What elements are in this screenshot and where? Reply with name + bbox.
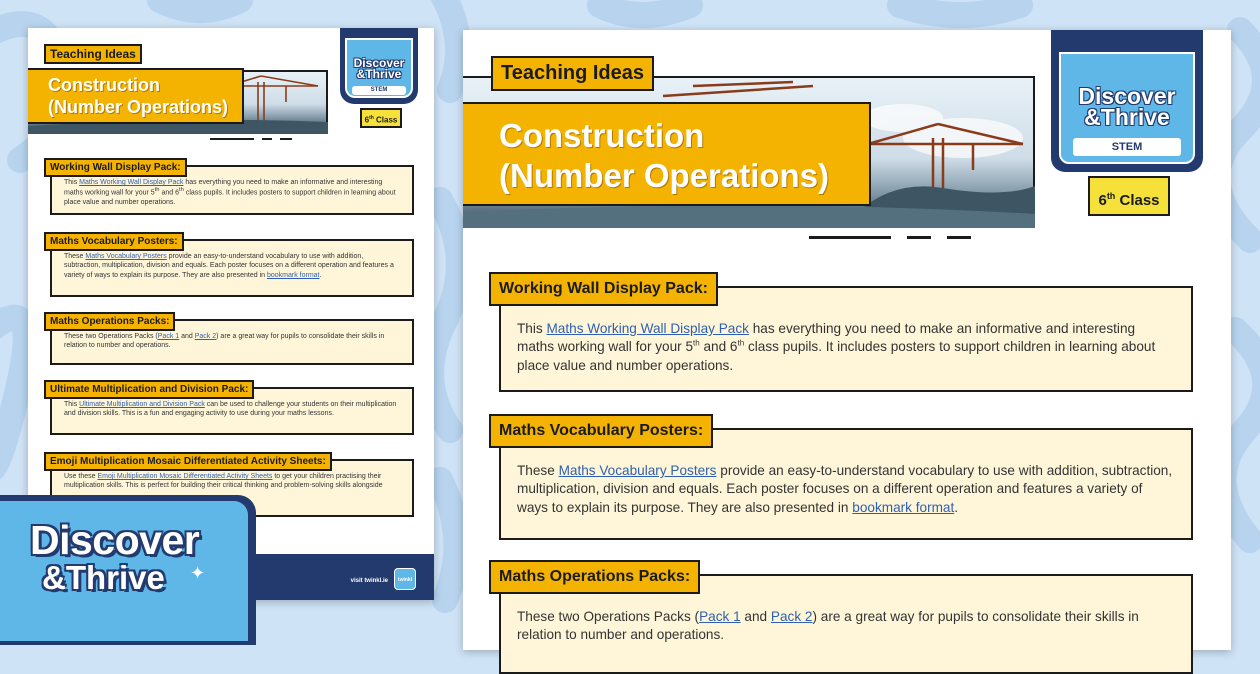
logo-line-2: &Thrive bbox=[42, 559, 165, 596]
pack-1-link[interactable]: Pack 1 bbox=[157, 333, 180, 340]
section-emoji-small: Use these Emoji Multiplication Mosaic Differentiated Activity Sheets to get your children practising their multiplication skills. This is perfect for building their critical thinking and problem-solving skills alongside Emoji Multiplication Mosaic Differentiated Activity Sheets: bbox=[44, 452, 414, 518]
title-line-2: (Number Operations) bbox=[48, 96, 229, 117]
pack-2-link[interactable]: Pack 2 bbox=[770, 609, 813, 624]
worksheet-preview-large bbox=[463, 30, 1231, 650]
discover-thrive-badge bbox=[340, 28, 418, 104]
section-heading: Maths Vocabulary Posters: bbox=[44, 232, 184, 251]
maths-vocabulary-posters-link[interactable]: Maths Vocabulary Posters bbox=[85, 253, 167, 260]
class-chip: 6th Class bbox=[360, 108, 402, 128]
section-heading: Emoji Multiplication Mosaic Differentiated Activity Sheets: bbox=[44, 452, 332, 471]
ultimate-multiplication-link[interactable]: Ultimate Multiplication and Division Pack bbox=[79, 401, 205, 408]
title-line-1: Construction bbox=[499, 117, 705, 154]
section-vocabulary: These Maths Vocabulary Posters provide an easy-to-understand vocabulary to use with addition, subtraction, multiplication, division and equals. Each poster focuses on a different operation and features a variety of ways to explain its purpose. They are also presented in bookmark format. Maths Vocabulary Posters: bbox=[489, 414, 1195, 542]
section-heading: Working Wall Display Pack: bbox=[489, 272, 718, 306]
section-heading: Working Wall Display Pack: bbox=[44, 158, 187, 177]
section-heading: Ultimate Multiplication and Division Pack: bbox=[44, 380, 254, 399]
badge-logo-line-1: Discover bbox=[1078, 83, 1176, 109]
section-working-wall: This Maths Working Wall Display Pack has everything you need to make an informative and interesting maths working wall for your 5th and 6th class pupils. It includes posters to support children in learning about place value and number operations. Working Wall Display Pack: bbox=[489, 272, 1195, 394]
teaching-ideas-tag: Teaching Ideas bbox=[491, 56, 654, 91]
badge-logo-line-2: &Thrive bbox=[356, 66, 402, 81]
stem-label: STEM bbox=[1073, 138, 1181, 156]
title-line-2: (Number Operations) bbox=[499, 156, 830, 194]
logo-line-1: Discover bbox=[30, 517, 200, 563]
page-title bbox=[463, 102, 871, 206]
pack-2-link[interactable]: Pack 2 bbox=[194, 333, 217, 340]
pack-1-link[interactable]: Pack 1 bbox=[699, 609, 741, 624]
section-multiplication-small: This Ultimate Multiplication and Division Pack can be used to challenge your students on their multiplication and division skills. This is a fun and engaging activity to use during your maths lessons. Ultimate Multiplication and Division Pack: bbox=[44, 380, 414, 438]
footer-url[interactable]: visit twinkl.ie bbox=[350, 578, 388, 584]
discover-thrive-logo-card bbox=[0, 495, 256, 645]
maths-vocabulary-posters-link[interactable]: Maths Vocabulary Posters bbox=[558, 463, 717, 478]
section-heading: Maths Vocabulary Posters: bbox=[489, 414, 713, 448]
maths-working-wall-link[interactable]: Maths Working Wall Display Pack bbox=[546, 321, 749, 336]
stem-label: STEM bbox=[352, 86, 406, 95]
section-working-wall-small: This Maths Working Wall Display Pack has everything you need to make an informative and interesting maths working wall for your 5th and 6th class pupils. It includes posters to support children in learning about place value and number operations. Working Wall Display Pack: bbox=[44, 158, 414, 218]
section-operations: These two Operations Packs (Pack 1 and Pack 2) are a great way for pupils to consolidate their skills in relation to number and operations. Maths Operations Packs: bbox=[489, 560, 1195, 660]
section-heading: Maths Operations Packs: bbox=[489, 560, 700, 594]
section-operations-small: These two Operations Packs (Pack 1 and Pack 2) are a great way for pupils to consolidate their skills in relation to number and operations. Maths Operations Packs: bbox=[44, 312, 414, 368]
page-title bbox=[28, 68, 244, 124]
badge-logo-line-1: Discover bbox=[353, 56, 405, 70]
maths-working-wall-link[interactable]: Maths Working Wall Display Pack bbox=[79, 179, 184, 186]
sparkle-icon: ✦ bbox=[190, 563, 206, 583]
section-vocabulary-small: These Maths Vocabulary Posters provide an easy-to-understand vocabulary to use with addition, subtraction, multiplication, division and equals. Each poster focuses on a different operation and features a variety of ways to explain its purpose. They are also presented in bookmark format. Maths Vocabulary Posters: bbox=[44, 232, 414, 298]
twinkl-logo: twinkl bbox=[394, 568, 416, 590]
section-heading: Maths Operations Packs: bbox=[44, 312, 175, 331]
emoji-mosaic-link[interactable]: Emoji Multiplication Mosaic Differentiated Activity Sheets bbox=[97, 473, 273, 480]
bookmark-format-link[interactable]: bookmark format bbox=[852, 499, 955, 515]
title-line-1: Construction bbox=[48, 75, 160, 95]
teaching-ideas-tag: Teaching Ideas bbox=[44, 44, 142, 64]
badge-logo-line-2: &Thrive bbox=[1084, 103, 1170, 130]
bookmark-format-link[interactable]: bookmark format bbox=[266, 271, 320, 279]
class-chip: 6th Class bbox=[1088, 176, 1170, 216]
discover-thrive-badge bbox=[1051, 30, 1203, 172]
